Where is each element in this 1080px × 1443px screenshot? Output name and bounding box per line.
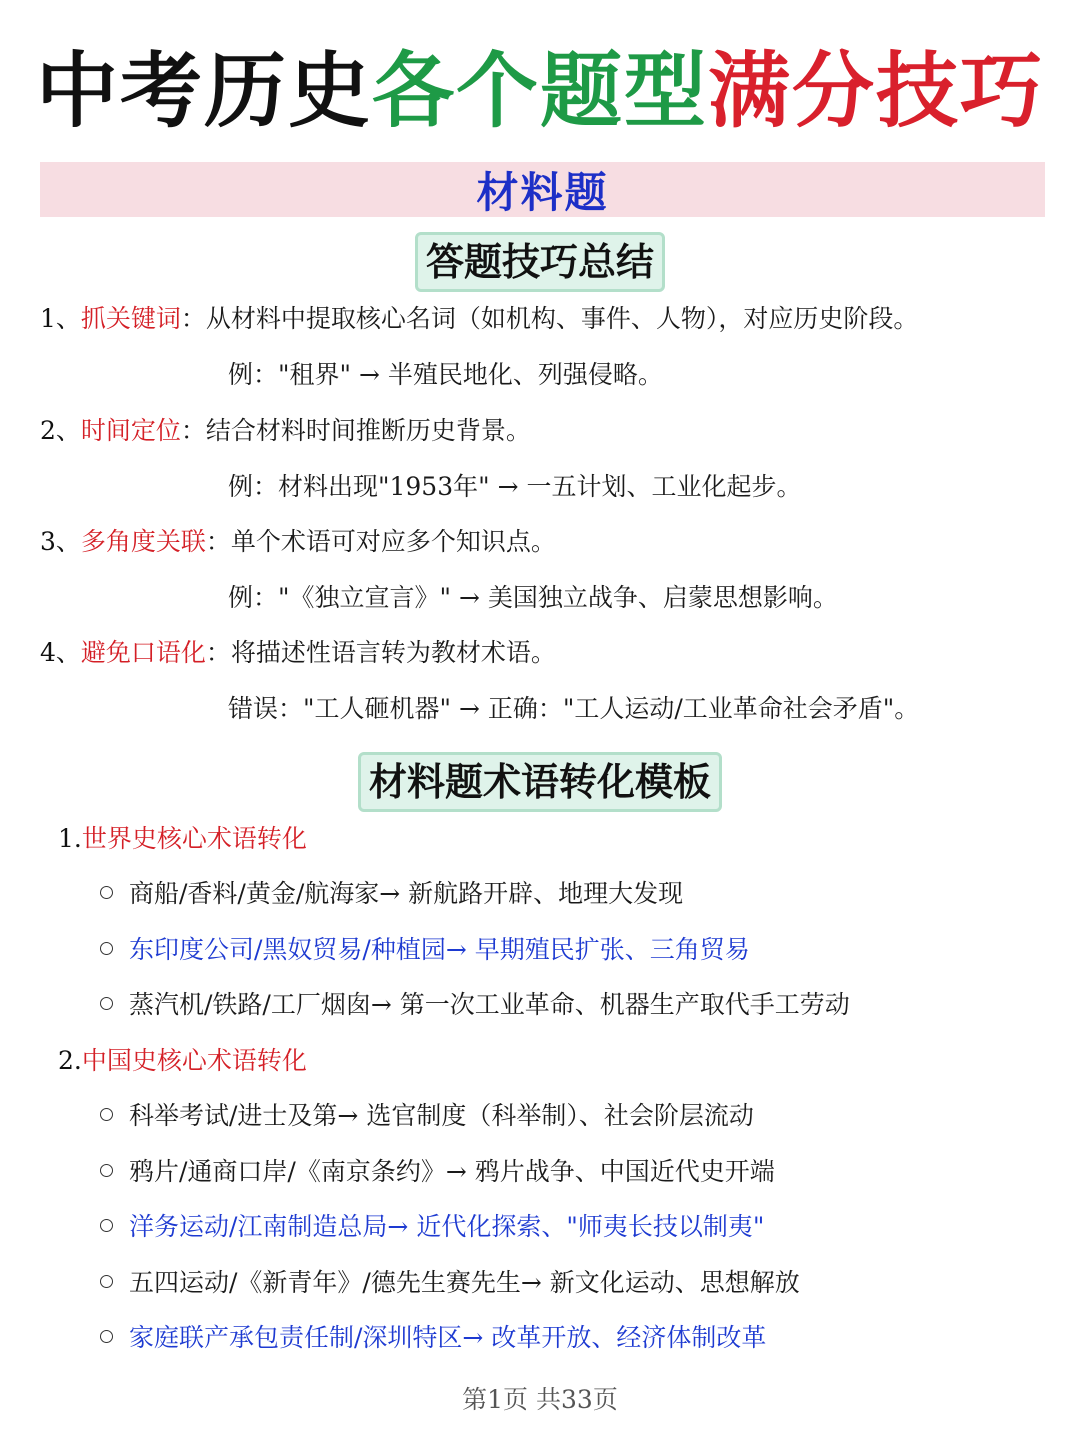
tip-text: ：从材料中提取核心名词（如机构、事件、人物），对应历史阶段。 (180, 304, 919, 333)
group-heading (58, 1044, 307, 1078)
list-item (100, 1321, 766, 1355)
list-item (100, 877, 683, 911)
list-item-text: 蒸汽机/铁路/工厂烟囱→ 第一次工业革命、机器生产取代手工劳动 (129, 990, 850, 1019)
group-heading (58, 822, 307, 856)
list-item (100, 988, 850, 1022)
list-item-text: 东印度公司/黑奴贸易/种植园→ 早期殖民扩张、三角贸易 (129, 935, 750, 964)
tip-item (40, 414, 531, 448)
tip-number: 1、 (40, 304, 81, 333)
tip-number: 2、 (40, 416, 81, 445)
bullet-icon (100, 886, 113, 899)
title-part-1: 中考历史 (35, 44, 372, 139)
bullet-icon (100, 1275, 113, 1288)
list-item-text: 鸦片/通商口岸/《南京条约》→ 鸦片战争、中国近代史开端 (129, 1157, 775, 1186)
bullet-icon (100, 997, 113, 1010)
tip-example: 例：材料出现"1953年" → 一五计划、工业化起步。 (228, 472, 802, 501)
tip-example: 例："《独立宣言》" → 美国独立战争、启蒙思想影响。 (228, 583, 838, 612)
bullet-icon (100, 1330, 113, 1343)
tip-item (40, 302, 918, 336)
list-item (100, 1155, 775, 1189)
bullet-icon (100, 1108, 113, 1121)
title-part-2: 各个题型 (371, 44, 708, 139)
list-item-text: 家庭联产承包责任制/深圳特区→ 改革开放、经济体制改革 (129, 1323, 767, 1352)
list-item (100, 1099, 754, 1133)
tip-text: ：结合材料时间推断历史背景。 (180, 416, 531, 445)
bullet-icon (100, 1219, 113, 1232)
tips-heading-label: 答题技巧总结 (415, 232, 665, 292)
tip-text: ：将描述性语言转为教材术语。 (205, 638, 556, 667)
tip-example: 错误："工人砸机器" → 正确："工人运动/工业革命社会矛盾"。 (228, 694, 920, 723)
template-heading (0, 752, 1080, 812)
tip-label: 避免口语化 (80, 638, 206, 667)
list-item (100, 1266, 800, 1300)
title-part-3: 满分技巧 (708, 44, 1045, 139)
group-title: 世界史核心术语转化 (81, 824, 307, 853)
tip-number: 3、 (40, 527, 81, 556)
section-banner-label: 材料题 (476, 167, 609, 217)
bullet-icon (100, 1164, 113, 1177)
list-item-text: 五四运动/《新青年》/德先生赛先生→ 新文化运动、思想解放 (129, 1268, 800, 1297)
group-number: 2. (58, 1046, 82, 1075)
page-title (0, 40, 1080, 144)
tip-item (40, 525, 556, 559)
tip-label: 抓关键词 (80, 304, 181, 333)
page-footer: 第1页 共33页 (462, 1385, 618, 1414)
tip-text: ：单个术语可对应多个知识点。 (205, 527, 556, 556)
list-item-text: 科举考试/进士及第→ 选官制度（科举制）、社会阶层流动 (129, 1101, 754, 1130)
section-banner (40, 162, 1045, 217)
group-number: 1. (58, 824, 82, 853)
tip-example: 例："租界" → 半殖民地化、列强侵略。 (228, 360, 663, 389)
group-title: 中国史核心术语转化 (81, 1046, 307, 1075)
list-item-text: 商船/香料/黄金/航海家→ 新航路开辟、地理大发现 (129, 879, 684, 908)
tip-item (40, 636, 556, 670)
list-item-text: 洋务运动/江南制造总局→ 近代化探索、"师夷长技以制夷" (129, 1212, 765, 1241)
tip-number: 4、 (40, 638, 81, 667)
tips-heading (0, 232, 1080, 292)
bullet-icon (100, 942, 113, 955)
template-heading-label: 材料题术语转化模板 (358, 752, 722, 812)
list-item (100, 1210, 764, 1244)
tip-label: 时间定位 (80, 416, 181, 445)
list-item (100, 933, 750, 967)
tip-label: 多角度关联 (80, 527, 206, 556)
